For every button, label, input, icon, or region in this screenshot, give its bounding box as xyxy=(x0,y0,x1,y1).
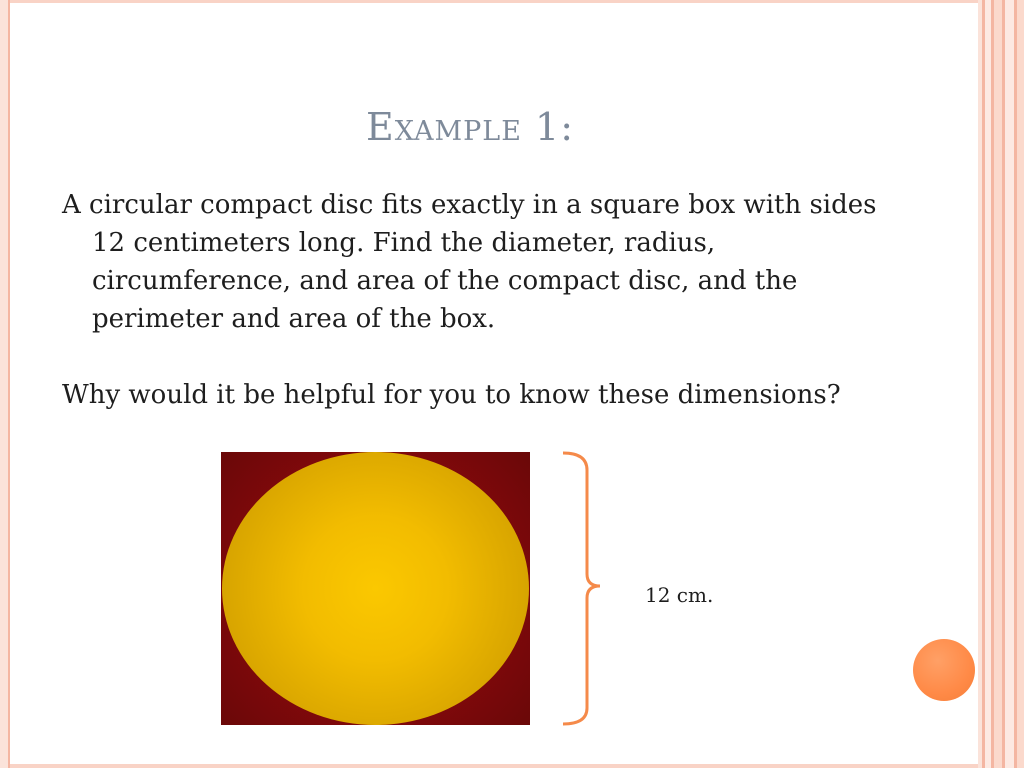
border-bottom xyxy=(10,764,980,768)
orange-dot-icon xyxy=(913,639,975,701)
compact-disc xyxy=(222,452,529,725)
dimension-label: 12 cm. xyxy=(645,583,714,607)
border-top xyxy=(10,0,980,3)
slide-body xyxy=(62,186,892,414)
slide-title: Example 1: xyxy=(365,105,574,149)
curly-brace-icon xyxy=(560,450,600,728)
problem-paragraph: A circular compact disc fits exactly in a square box with sides 12 centimeters long. Find the diameter, radius, circumference, and area of the compact disc, and the perimeter and area of the box. xyxy=(62,190,877,334)
decorative-stripes xyxy=(978,0,1024,768)
question-paragraph: Why would it be helpful for you to know these dimensions? xyxy=(62,380,841,410)
